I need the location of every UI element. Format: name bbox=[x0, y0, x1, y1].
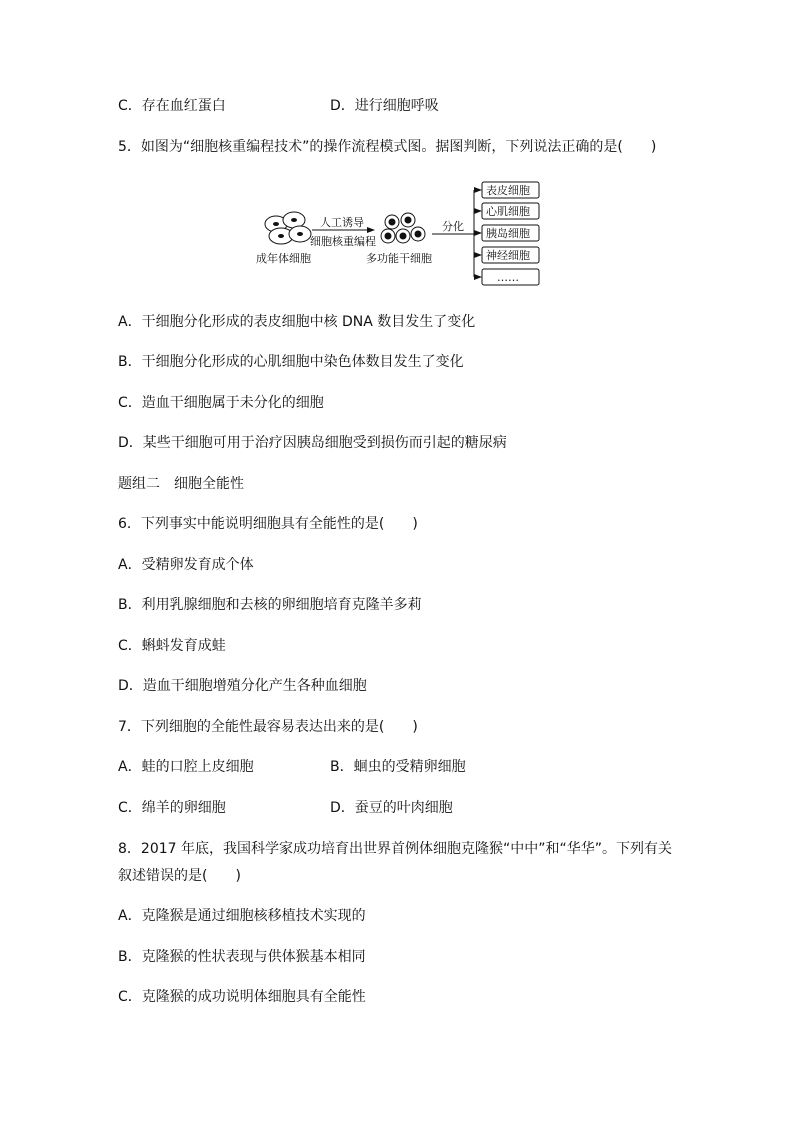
q6-option-b: B．利用乳腺细胞和去核的卵细胞培育克隆羊多莉 bbox=[118, 597, 422, 613]
output-label-cardiac: 心肌细胞 bbox=[486, 205, 530, 218]
q8-stem-line1: 8．2017 年底，我国科学家成功培育出世界首例体细胞克隆猴“中中”和“华华”。下列有关 bbox=[118, 841, 672, 857]
output-label-neuron: 神经细胞 bbox=[486, 249, 530, 262]
q5-option-b: B．干细胞分化形成的心肌细胞中染色体数目发生了变化 bbox=[118, 354, 464, 370]
section-heading-group2: 题组二 细胞全能性 bbox=[118, 476, 244, 492]
arrow2-label: 分化 bbox=[442, 220, 464, 233]
output-label-islet: 胰岛细胞 bbox=[486, 227, 530, 240]
q6-option-c: C．蝌蚪发育成蛙 bbox=[118, 638, 226, 654]
output-label-more: …… bbox=[497, 271, 519, 284]
q7-stem: 7．下列细胞的全能性最容易表达出来的是( ) bbox=[118, 719, 418, 735]
q8-option-b: B．克隆猴的性状表现与供体猴基本相同 bbox=[118, 949, 366, 965]
q7-option-a: A．蛙的口腔上皮细胞 bbox=[118, 759, 254, 775]
output-label-epidermal: 表皮细胞 bbox=[486, 184, 530, 197]
q7-option-c: C．绵羊的卵细胞 bbox=[118, 800, 226, 816]
adult-cells-label: 成年体细胞 bbox=[256, 252, 311, 265]
q7-option-b: B．蛔虫的受精卵细胞 bbox=[330, 759, 466, 775]
q5-option-d: D．某些干细胞可用于治疗因胰岛细胞受到损伤而引起的糖尿病 bbox=[118, 435, 507, 451]
adult-cells-icon bbox=[265, 212, 311, 244]
q7-option-d: D．蚕豆的叶肉细胞 bbox=[330, 800, 453, 816]
arrow1-top-label: 人工诱导 bbox=[320, 216, 364, 229]
arrow1-bottom-label: 细胞核重编程 bbox=[310, 235, 376, 248]
q8-stem-line2: 叙述错误的是( ) bbox=[118, 868, 241, 884]
q6-option-a: A．受精卵发育成个体 bbox=[118, 557, 254, 573]
q4-option-d: D．进行细胞呼吸 bbox=[330, 98, 439, 114]
q6-option-d: D．造血干细胞增殖分化产生各种血细胞 bbox=[118, 678, 367, 694]
stem-cells-icon bbox=[381, 213, 425, 243]
q4-option-c: C．存在血红蛋白 bbox=[118, 98, 226, 114]
q5-option-c: C．造血干细胞属于未分化的细胞 bbox=[118, 395, 324, 411]
stem-cells-label: 多功能干细胞 bbox=[366, 252, 432, 265]
q5-option-a: A．干细胞分化形成的表皮细胞中核 DNA 数目发生了变化 bbox=[118, 314, 476, 330]
q8-option-a: A．克隆猴是通过细胞核移植技术实现的 bbox=[118, 908, 366, 924]
q6-stem: 6．下列事实中能说明细胞具有全能性的是( ) bbox=[118, 516, 418, 532]
q8-option-c: C．克隆猴的成功说明体细胞具有全能性 bbox=[118, 989, 366, 1005]
q5-stem: 5．如图为“细胞核重编程技术”的操作流程模式图。据图判断，下列说法正确的是( ) bbox=[118, 139, 657, 155]
